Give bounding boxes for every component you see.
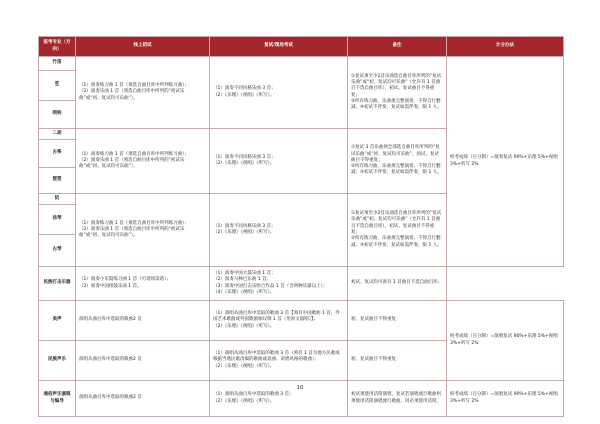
retest-line: （1）演奏不同风格乐曲 3 首； — [213, 223, 276, 229]
exam-requirements-table — [38, 36, 564, 417]
online-cell — [76, 341, 210, 381]
retest-cell — [210, 267, 348, 301]
notes-cell — [348, 194, 447, 267]
retest-line: （2）《乐理》《视唱》《听写》。 — [213, 92, 275, 98]
table-row — [39, 301, 564, 341]
major-cell: 美声 — [39, 301, 76, 341]
notes-line: ①复试须至少2首乐曲选自曲目库所列的“复试乐曲”或“初、复试均可乐曲”（允许有 1 首曲目不选自曲目库），初试、复试曲目不得重复； — [351, 211, 442, 235]
notes-line: ②所有练习曲、乐曲须完整演奏，不得自行删减；③初试不伴奏，复试如需伴奏，限 1 人。 — [351, 164, 442, 176]
retest-line: （1）演奏不同风格乐曲 3 首； — [213, 86, 276, 92]
retest-cell — [210, 341, 348, 381]
retest-line: （1）演唱从曲目库中选取的歌曲 3 首； — [213, 392, 294, 398]
scoring-line: 校考成绩（百分制）=演唱复试 90%+乐理 5%+视唱 3%+听写 2% — [450, 334, 560, 346]
major-cell: 民族打击乐器 — [39, 267, 76, 301]
notes-line: 初试须使用话筒演唱，复试若演唱流行歌曲则须使用话筒演唱流行歌曲，同必须使用话筒。 — [351, 392, 441, 404]
table-header-row — [39, 37, 564, 57]
retest-line: （2）《乐理》《视唱》《听写》。 — [213, 230, 275, 235]
notes-line: ①复试须至少2首乐曲选自曲目库所列的“复试乐曲”或“初、复试均可乐曲”（允许有 1 首曲目不选自曲目库），初试、复试曲目不得重复； — [351, 73, 442, 98]
online-line: （2）演奏乐曲 1 首（须选自曲目库中所列的“初试乐曲”或“初、复试均可乐曲”）。 — [79, 89, 185, 101]
online-cell — [76, 194, 210, 267]
notes-cell — [348, 341, 447, 381]
major-cell: 扬琴 — [39, 205, 76, 235]
header-notes: 备注 — [348, 37, 447, 57]
header-retest: 复试/现场考试 — [210, 37, 348, 57]
major-cell: 民族声乐 — [39, 341, 76, 381]
notes-cell — [348, 129, 447, 194]
major-cell: 竹笛 — [39, 57, 76, 71]
scoring-cell — [447, 301, 564, 381]
online-line: 演唱从曲目库中选取的歌曲2 首 — [79, 357, 142, 363]
retest-line: （1）演唱从曲目库中选取的歌曲 3 首（须有 1 首为地方民歌或根据当地民歌改编的歌曲或戏曲、说唱风格的歌曲）； — [213, 351, 340, 363]
online-cell — [76, 301, 210, 341]
page-number: 10 — [296, 385, 304, 391]
scoring-cell — [447, 57, 564, 267]
retest-cell — [210, 57, 348, 129]
retest-line: （3）演奏中国打击乐组合作品 1 首（含两种乐器以上）； — [213, 283, 328, 289]
notes-cell — [348, 57, 447, 129]
notes-line: 初、复试曲目不得重复 — [351, 317, 396, 323]
retest-line: （4）《乐理》《视唱》《听写》。 — [213, 289, 275, 295]
online-cell — [76, 129, 210, 194]
major-cell: 通俗声乐演唱与编导 — [39, 381, 76, 417]
scoring-line: 校考成绩（百分制）=演奏复试 90%+乐理 5%+视唱 3%+听写 2% — [450, 155, 560, 167]
retest-cell — [210, 301, 348, 341]
retest-line: （2）《乐理》《视唱》《听写》。 — [213, 398, 275, 404]
online-cell — [76, 57, 210, 129]
notes-cell — [348, 301, 447, 341]
online-line: （2）演奏乐曲 1 首（须选自曲目库中所列的“初试乐曲”或“初、复试均可乐曲”）。 — [79, 157, 185, 170]
notes-cell — [348, 267, 447, 301]
online-line: （1）演奏小军鼓练习曲 1 首（可现场读谱）； — [79, 277, 171, 283]
retest-cell — [210, 194, 348, 267]
retest-line: （1）演奏不同风格乐曲 3 首； — [213, 154, 276, 160]
retest-line: （2）《乐理》《视唱》《听写》。 — [213, 161, 275, 166]
major-cell: 笙 — [39, 71, 76, 101]
major-cell: 唢呐 — [39, 101, 76, 129]
online-line: 演唱从曲目库中选取的歌曲2 首 — [79, 317, 142, 323]
retest-line: （1）演唱从曲目库中选取的歌曲 3 首【须有中国歌曲 1 首、外国艺术歌曲或外国歌剧咏叹调 1 首（用原文演唱）】； — [213, 311, 340, 323]
header-scoring: 计分办法 — [447, 37, 564, 57]
header-online-prelim: 线上初试 — [76, 37, 210, 57]
notes-line: 初试、复试均可备有 1 首曲目不选自曲目库。 — [351, 280, 443, 286]
retest-line: （2）《乐理》《视唱》《听写》。 — [213, 323, 275, 329]
retest-line: （1）演奏中国大鼓乐曲 1 首； — [213, 270, 276, 276]
retest-line: （2）演奏马林巴乐曲 1 首； — [213, 277, 272, 283]
retest-cell — [210, 129, 348, 194]
scoring-line: 校考成绩（百分制）=演唱复试 90%+乐理 5%+视唱 3%+听写 2% — [450, 392, 560, 404]
notes-line: ②所有练习曲、乐曲须完整演奏，不得自行删减；④初试不伴奏，复试如需伴奏，限 1 人。 — [351, 98, 442, 111]
online-line: （1）演奏练习曲 1 首（须选自曲目库中所列练习曲）； — [79, 151, 189, 157]
table-row — [39, 57, 564, 71]
major-cell: 古琴 — [39, 235, 76, 267]
online-line: （1）演奏练习曲 1 首（须选自曲目库中所列练习曲）； — [79, 220, 189, 226]
notes-line: ②所有练习曲、乐曲须完整演奏，不得自行删减；③初试不伴奏，复试如需伴奏，限 1 人。 — [351, 236, 442, 248]
table-row — [39, 267, 564, 301]
major-cell: 琵琶 — [39, 168, 76, 194]
major-cell: 二胡 — [39, 129, 76, 140]
notes-line: 初、复试曲目不得重复 — [351, 357, 396, 363]
online-line: （2）演奏乐曲 1 首（须选自曲目库中所列的“初试乐曲”或“初、复试均可乐曲”）。 — [79, 226, 185, 239]
online-line: （2）演奏中国排鼓乐曲 1 首。 — [79, 283, 142, 289]
retest-line: （2）《乐理》《视唱》《听写》。 — [213, 363, 275, 369]
online-cell — [76, 267, 210, 301]
major-cell: 古筝 — [39, 140, 76, 168]
online-line: 演唱从曲目库中选取的歌曲2 首 — [79, 395, 142, 401]
online-line: （1）演奏练习曲 1 首（须选自曲目库中所列练习曲）； — [79, 83, 189, 89]
major-cell: 阮 — [39, 194, 76, 205]
header-major: 报考专业（方向） — [39, 37, 76, 57]
notes-line: ①复试 3 首乐曲须全部选自曲目库所列的“复试乐曲”或“初、复试均可乐曲”，初试、复试曲目不得重复； — [351, 145, 440, 163]
